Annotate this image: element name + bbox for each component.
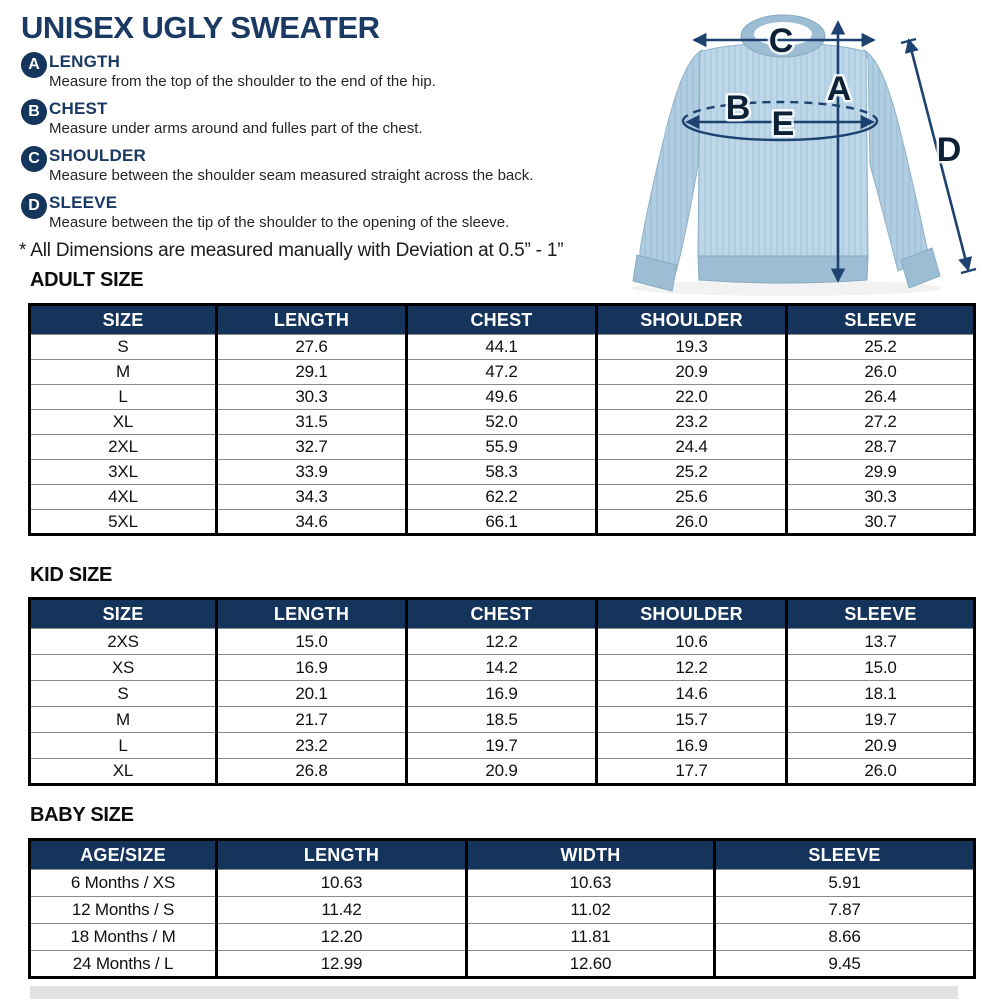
baby-size-table <box>28 838 976 979</box>
definition-description: Measure under arms around and fulles part of the chest. <box>49 120 423 137</box>
table-cell: 27.6 <box>217 335 407 360</box>
column-header: SLEEVE <box>715 840 975 870</box>
sweater-hem <box>698 256 868 283</box>
table-cell: 11.81 <box>467 924 715 951</box>
definition-description: Measure between the tip of the shoulder to the opening of the sleeve. <box>49 214 510 231</box>
table-row <box>30 870 975 897</box>
table-cell: 26.0 <box>787 759 975 785</box>
table-row <box>30 655 975 681</box>
adult-size-heading: ADULT SIZE <box>30 269 144 291</box>
table-cell: 25.6 <box>597 485 787 510</box>
table-cell: 52.0 <box>407 410 597 435</box>
table-cell: 26.0 <box>597 510 787 535</box>
table-cell: 25.2 <box>597 460 787 485</box>
table-cell: L <box>30 733 217 759</box>
table-cell: 2XS <box>30 629 217 655</box>
column-header: CHEST <box>407 305 597 335</box>
table-row <box>30 733 975 759</box>
letter-a-badge: A <box>21 52 47 78</box>
measurement-definitions <box>21 51 621 239</box>
table-header-row <box>30 599 975 629</box>
table-cell: 19.7 <box>787 707 975 733</box>
table-cell: 12 Months / S <box>30 897 217 924</box>
table-cell: XS <box>30 655 217 681</box>
table-cell: 58.3 <box>407 460 597 485</box>
table-row <box>30 485 975 510</box>
diagram-letter-e: E <box>771 105 795 143</box>
letter-d-badge: D <box>21 193 47 219</box>
table-row <box>30 435 975 460</box>
letter-b-badge: B <box>21 99 47 125</box>
table-cell: 18 Months / M <box>30 924 217 951</box>
table-cell: 28.7 <box>787 435 975 460</box>
table-cell: 9.45 <box>715 951 975 978</box>
table-cell: 15.7 <box>597 707 787 733</box>
table-cell: 15.0 <box>787 655 975 681</box>
table-cell: 20.9 <box>407 759 597 785</box>
table-cell: 26.8 <box>217 759 407 785</box>
table-cell: 2XL <box>30 435 217 460</box>
table-cell: 25.2 <box>787 335 975 360</box>
diagram-letter-d: D <box>936 131 962 169</box>
definition-label: LENGTH <box>49 52 121 71</box>
definition-label: SHOULDER <box>49 146 146 165</box>
table-cell: 24 Months / L <box>30 951 217 978</box>
table-cell: XL <box>30 759 217 785</box>
baby-size-heading: BABY SIZE <box>30 804 134 826</box>
table-cell: 4XL <box>30 485 217 510</box>
table-cell: 15.0 <box>217 629 407 655</box>
column-header: SIZE <box>30 305 217 335</box>
table-row <box>30 385 975 410</box>
table-row <box>30 360 975 385</box>
column-header: LENGTH <box>217 599 407 629</box>
table-cell: 5.91 <box>715 870 975 897</box>
table-cell: S <box>30 335 217 360</box>
table-cell: 49.6 <box>407 385 597 410</box>
sleeve-arrow-tick-bottom <box>961 269 976 273</box>
column-header: LENGTH <box>217 840 467 870</box>
table-cell: 30.7 <box>787 510 975 535</box>
column-header: AGE/SIZE <box>30 840 217 870</box>
table-cell: 8.66 <box>715 924 975 951</box>
table-cell: 34.6 <box>217 510 407 535</box>
kid-size-table <box>28 597 976 786</box>
column-header: SIZE <box>30 599 217 629</box>
table-cell: 26.4 <box>787 385 975 410</box>
table-cell: 19.3 <box>597 335 787 360</box>
letter-c-badge: C <box>21 146 47 172</box>
definition-label: SLEEVE <box>49 193 118 212</box>
table-cell: 66.1 <box>407 510 597 535</box>
table-cell: 14.2 <box>407 655 597 681</box>
table-cell: 16.9 <box>407 681 597 707</box>
table-cell: 47.2 <box>407 360 597 385</box>
table-cell: 20.1 <box>217 681 407 707</box>
column-header: SLEEVE <box>787 599 975 629</box>
table-row <box>30 951 975 978</box>
definition-chest <box>21 98 621 139</box>
table-cell: 44.1 <box>407 335 597 360</box>
table-cell: 12.99 <box>217 951 467 978</box>
table-row <box>30 897 975 924</box>
table-row <box>30 335 975 360</box>
table-cell: 6 Months / XS <box>30 870 217 897</box>
adult-size-table <box>28 303 976 536</box>
table-row <box>30 460 975 485</box>
page-title: UNISEX UGLY SWEATER <box>21 10 380 45</box>
column-header: SLEEVE <box>787 305 975 335</box>
table-cell: 22.0 <box>597 385 787 410</box>
column-header: LENGTH <box>217 305 407 335</box>
table-cell: 16.9 <box>597 733 787 759</box>
definition-sleeve <box>21 192 621 233</box>
table-cell: 27.2 <box>787 410 975 435</box>
table-cell: 10.6 <box>597 629 787 655</box>
photo-edge-strip <box>30 986 958 999</box>
definition-description: Measure from the top of the shoulder to the end of the hip. <box>49 73 436 90</box>
deviation-note: * All Dimensions are measured manually with Deviation at 0.5” - 1” <box>19 240 564 261</box>
table-cell: 30.3 <box>217 385 407 410</box>
table-cell: M <box>30 707 217 733</box>
table-cell: 10.63 <box>467 870 715 897</box>
table-cell: 16.9 <box>217 655 407 681</box>
table-cell: 18.1 <box>787 681 975 707</box>
table-cell: 23.2 <box>217 733 407 759</box>
sweater-left-sleeve <box>640 50 702 272</box>
sweater-illustration <box>618 0 1000 298</box>
diagram-letter-c: C <box>768 22 794 60</box>
table-cell: 11.42 <box>217 897 467 924</box>
table-cell: XL <box>30 410 217 435</box>
table-cell: 5XL <box>30 510 217 535</box>
table-cell: 12.60 <box>467 951 715 978</box>
table-cell: 21.7 <box>217 707 407 733</box>
definition-shoulder <box>21 145 621 186</box>
table-cell: 26.0 <box>787 360 975 385</box>
table-cell: 12.20 <box>217 924 467 951</box>
diagram-letter-a: A <box>826 70 852 108</box>
kid-size-heading: KID SIZE <box>30 564 113 586</box>
table-cell: 31.5 <box>217 410 407 435</box>
table-row <box>30 759 975 785</box>
column-header: WIDTH <box>467 840 715 870</box>
table-row <box>30 510 975 535</box>
definition-description: Measure between the shoulder seam measured straight across the back. <box>49 167 534 184</box>
table-cell: 14.6 <box>597 681 787 707</box>
table-cell: M <box>30 360 217 385</box>
column-header: SHOULDER <box>597 305 787 335</box>
table-cell: 13.7 <box>787 629 975 655</box>
table-cell: 62.2 <box>407 485 597 510</box>
table-cell: 23.2 <box>597 410 787 435</box>
table-cell: 17.7 <box>597 759 787 785</box>
table-cell: 33.9 <box>217 460 407 485</box>
table-cell: L <box>30 385 217 410</box>
table-row <box>30 410 975 435</box>
column-header: SHOULDER <box>597 599 787 629</box>
table-cell: 11.02 <box>467 897 715 924</box>
table-cell: 20.9 <box>597 360 787 385</box>
table-cell: 7.87 <box>715 897 975 924</box>
table-cell: 24.4 <box>597 435 787 460</box>
definition-length <box>21 51 621 92</box>
table-row <box>30 924 975 951</box>
definition-label: CHEST <box>49 99 108 118</box>
column-header: CHEST <box>407 599 597 629</box>
table-cell: 18.5 <box>407 707 597 733</box>
table-cell: 29.9 <box>787 460 975 485</box>
table-header-row <box>30 305 975 335</box>
table-row <box>30 707 975 733</box>
table-cell: 19.7 <box>407 733 597 759</box>
table-cell: S <box>30 681 217 707</box>
table-cell: 32.7 <box>217 435 407 460</box>
table-cell: 10.63 <box>217 870 467 897</box>
table-cell: 34.3 <box>217 485 407 510</box>
table-cell: 12.2 <box>597 655 787 681</box>
table-row <box>30 629 975 655</box>
table-cell: 55.9 <box>407 435 597 460</box>
table-row <box>30 681 975 707</box>
table-cell: 12.2 <box>407 629 597 655</box>
table-cell: 3XL <box>30 460 217 485</box>
diagram-letter-b: B <box>725 89 751 127</box>
table-header-row <box>30 840 975 870</box>
sweater-measurement-diagram <box>618 0 1000 298</box>
table-cell: 29.1 <box>217 360 407 385</box>
table-cell: 20.9 <box>787 733 975 759</box>
table-cell: 30.3 <box>787 485 975 510</box>
